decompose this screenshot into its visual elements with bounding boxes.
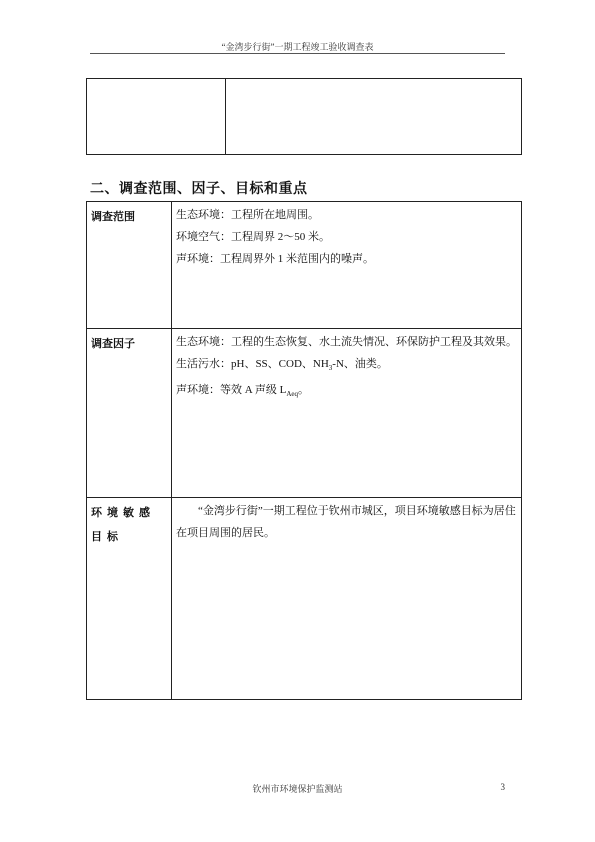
row-content-factors: [172, 329, 521, 497]
table-row-scope: [87, 202, 521, 328]
continued-table-left-cell: [87, 79, 226, 154]
row-label-sensitive-targets: 环境敏感目标: [87, 498, 172, 699]
continued-table: [86, 78, 522, 155]
page-header: “金湾步行街”一期工程竣工验收调查表: [221, 42, 374, 52]
factor-wastewater: 生活污水：pH、SS、COD、$NH_3-N$、油类。: [176, 358, 388, 373]
row-content-scope: [172, 202, 521, 328]
header-rule: [90, 53, 505, 54]
factor-ecology: 生态环境：工程的生态恢复、水土流失情况、环保防护工程及其效果。: [176, 336, 517, 348]
table-row-factors: [87, 328, 521, 497]
row-content-sensitive-targets: [172, 498, 521, 699]
page-number: 3: [500, 782, 505, 792]
continued-table-right-cell: [226, 79, 521, 154]
table-row-sensitive-targets: [87, 497, 521, 699]
scope-ecology: 生态环境：工程所在地周围。: [176, 209, 319, 221]
row-label-scope: 调查范围: [87, 202, 172, 328]
section-title: 二、调查范围、因子、目标和重点: [90, 181, 308, 197]
scope-air: 环境空气：工程周界 2～50 米。: [176, 231, 330, 243]
sensitive-targets-text: “金湾步行街”一期工程位于钦州市城区，项目环境敏感目标为居住在项目周围的居民。: [176, 505, 516, 539]
footer-org: 钦州市环境保护监测站: [252, 784, 343, 794]
factor-noise: 声环境：等效 A 声级 $L_{Aeq}$。: [176, 384, 309, 399]
scope-noise: 声环境：工程周界外 1 米范围内的噪声。: [176, 253, 374, 265]
row-label-factors: 调查因子: [87, 329, 172, 497]
survey-table: [86, 201, 522, 700]
